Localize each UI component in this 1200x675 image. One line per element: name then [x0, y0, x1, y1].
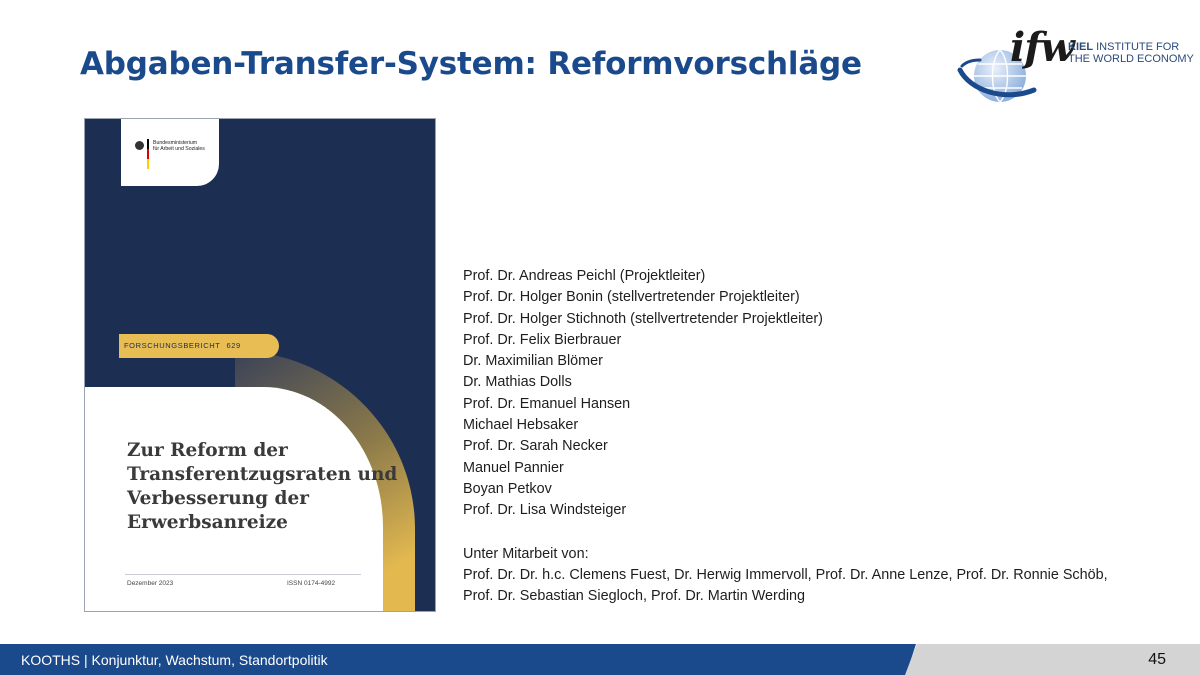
- cover-issn: ISSN 0174-4992: [287, 580, 336, 587]
- cover-title-line: Erwerbsanreize: [127, 512, 288, 533]
- institute-name-line2: THE WORLD ECONOMY: [1068, 53, 1194, 65]
- author-item: Prof. Dr. Andreas Peichl (Projektleiter): [463, 268, 706, 284]
- badge-label: FORSCHUNGSBERICHT: [124, 341, 221, 350]
- report-badge: [119, 334, 279, 358]
- author-item: Manuel Pannier: [463, 459, 564, 476]
- author-item: Prof. Dr. Sarah Necker: [463, 438, 608, 455]
- cover-title-line: Transferentzugsraten und: [127, 464, 398, 485]
- author-list: [463, 266, 1163, 607]
- ministry-name: [153, 140, 215, 152]
- slide-title: Abgaben-Transfer-System: Reformvorschläge: [80, 46, 862, 82]
- cover-date: Dezember 2023: [127, 580, 174, 587]
- collaboration-heading: Unter Mitarbeit von:: [463, 545, 589, 562]
- author-item: Prof. Dr. Lisa Windsteiger: [463, 502, 627, 519]
- author-item: Dr. Mathias Dolls: [463, 374, 572, 391]
- cover-title-line: Zur Reform der: [127, 440, 288, 461]
- author-item: Prof. Dr. Holger Stichnoth (stellvertretender Projektleiter): [463, 310, 823, 327]
- footer-bar: [0, 644, 1200, 675]
- ifw-logo: [956, 24, 1194, 112]
- author-item: Boyan Petkov: [463, 480, 552, 497]
- institute-name: [1068, 41, 1194, 65]
- eagle-icon: [135, 141, 144, 150]
- institute-name-line1: INSTITUTE FOR: [1093, 41, 1180, 53]
- report-cover: [84, 118, 436, 612]
- ministry-logo-box: [121, 119, 219, 186]
- ministry-name-line: Bundesministerium: [153, 140, 198, 146]
- flag-icon: [147, 139, 149, 169]
- footer-text: KOOTHS | Konjunktur, Wachstum, Standortpolitik: [21, 652, 328, 668]
- collaboration-line: Prof. Dr. Sebastian Siegloch, Prof. Dr. Martin Werding: [463, 588, 806, 605]
- cover-title: [127, 439, 427, 535]
- badge-number: 629: [226, 341, 241, 350]
- author-item: Prof. Dr. Felix Bierbrauer: [463, 331, 622, 348]
- cover-divider: [125, 574, 361, 575]
- page-number: 45: [1148, 651, 1166, 668]
- institute-name-bold: KIEL: [1068, 41, 1094, 53]
- author-item: Prof. Dr. Holger Bonin (stellvertretender Projektleiter): [463, 289, 800, 306]
- author-item: Dr. Maximilian Blömer: [463, 353, 603, 370]
- ministry-name-line: für Arbeit und Soziales: [153, 146, 205, 152]
- author-item: Prof. Dr. Emanuel Hansen: [463, 395, 631, 412]
- author-item: Michael Hebsaker: [463, 417, 579, 434]
- ifw-wordmark: ifw: [1010, 24, 1074, 71]
- cover-title-line: Verbesserung der: [127, 488, 309, 509]
- collaboration-line: Prof. Dr. Dr. h.c. Clemens Fuest, Dr. Herwig Immervoll, Prof. Dr. Anne Lenze, Prof. Dr. Ronnie Schöb,: [463, 566, 1108, 583]
